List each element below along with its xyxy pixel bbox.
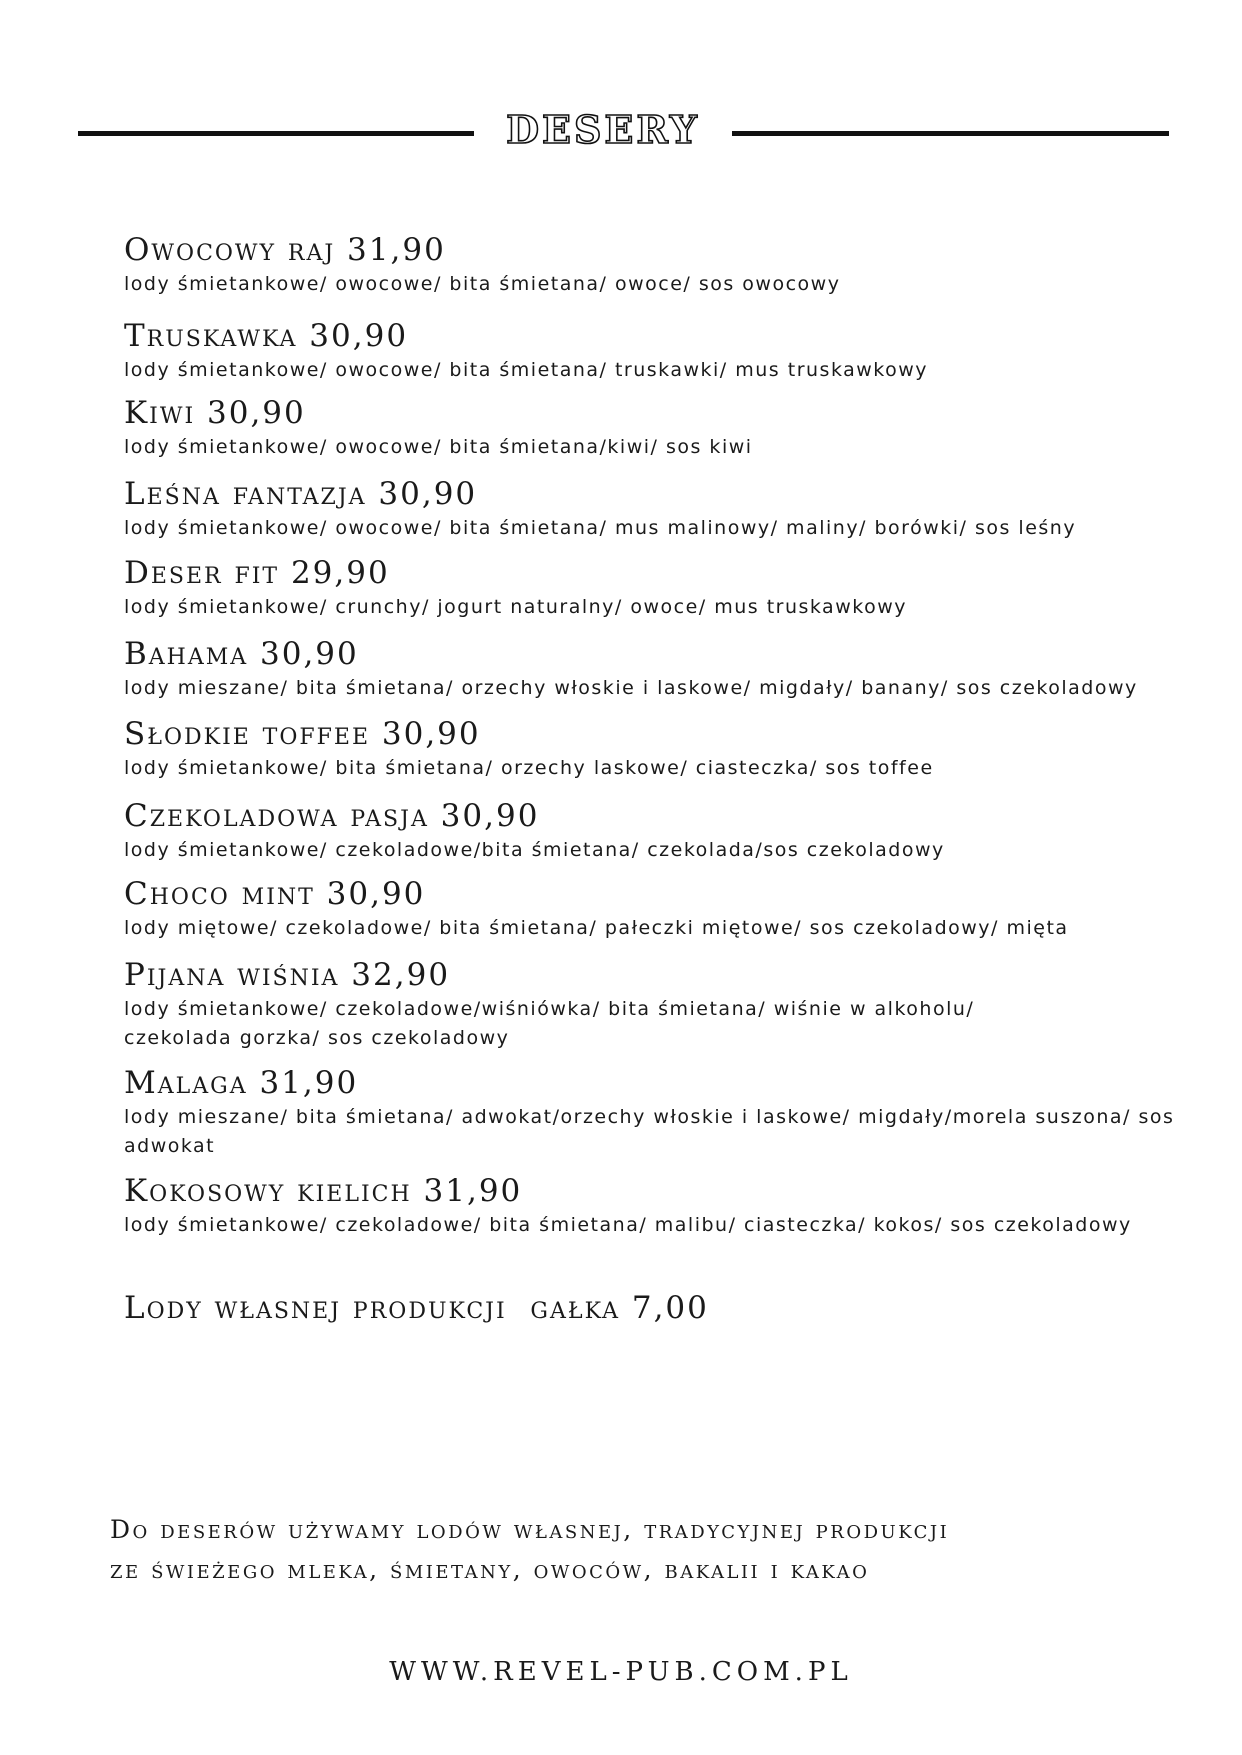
menu-item — [124, 474, 1204, 543]
menu-item-description: lody miętowe/ czekoladowe/ bita śmietana/ pałeczki miętowe/ sos czekoladowy/ mięta — [124, 917, 1069, 939]
ice-cream-scoop-price: Lody własnej produkcji gałka 7,00 — [124, 1290, 709, 1326]
menu-item-name: Słodkie toffee 30,90 — [124, 716, 481, 752]
menu-item-description: lody śmietankowe/ owocowe/ bita śmietana/ owoce/ sos owocowy — [124, 273, 841, 295]
menu-item — [124, 874, 1204, 943]
menu-item-name: Malaga 31,90 — [124, 1065, 359, 1101]
header-rule-left — [78, 131, 474, 136]
menu-item-description: lody śmietankowe/ czekoladowe/bita śmietana/ czekolada/sos czekoladowy — [124, 839, 945, 861]
menu-item — [124, 316, 1204, 385]
menu-item-name: Leśna fantazja 30,90 — [124, 476, 478, 512]
menu-item-description: lody śmietankowe/ owocowe/ bita śmietana/ truskawki/ mus truskawkowy — [124, 359, 929, 381]
menu-item-name: Choco mint 30,90 — [124, 876, 426, 912]
menu-item-description: lody śmietankowe/ owocowe/ bita śmietana/ mus malinowy/ maliny/ borówki/ sos leśny — [124, 517, 1077, 539]
menu-item-description: lody śmietankowe/ bita śmietana/ orzechy laskowe/ ciasteczka/ sos toffee — [124, 757, 934, 779]
menu-item-name: Bahama 30,90 — [124, 636, 359, 672]
menu-item — [124, 1171, 1204, 1240]
menu-item-description: lody mieszane/ bita śmietana/ adwokat/orzechy włoskie i laskowe/ migdały/morela suszona/ sos adwokat — [124, 1106, 1175, 1157]
menu-item — [124, 1063, 1204, 1161]
menu-item-description: lody śmietankowe/ czekoladowe/wiśniówka/ bita śmietana/ wiśnie w alkoholu/ czekolada gorzka/ sos czekoladowy — [124, 998, 975, 1049]
menu-item-description: lody śmietankowe/ czekoladowe/ bita śmietana/ malibu/ ciasteczka/ kokos/ sos czekoladowy — [124, 1214, 1132, 1236]
menu-item-description: lody śmietankowe/ owocowe/ bita śmietana/kiwi/ sos kiwi — [124, 436, 753, 458]
menu-item — [124, 393, 1204, 462]
menu-item-name: Owocowy raj 31,90 — [124, 232, 446, 268]
ingredients-note-line: ze świeżego mleka, śmietany, owoców, bakalii i kakao — [110, 1555, 870, 1584]
menu-item-name: Pijana wiśnia 32,90 — [124, 957, 451, 993]
ingredients-note — [110, 1510, 949, 1590]
ingredients-note-line: Do deserów używamy lodów własnej, tradycyjnej produkcji — [110, 1515, 950, 1544]
menu-item-name: Kiwi 30,90 — [124, 395, 306, 431]
dessert-list — [124, 230, 1204, 1240]
menu-item-name: Deser fit 29,90 — [124, 555, 390, 591]
header-rule-right — [732, 131, 1169, 136]
menu-item — [124, 553, 1204, 622]
menu-item-description: lody śmietankowe/ crunchy/ jogurt naturalny/ owoce/ mus truskawkowy — [124, 596, 907, 618]
menu-item — [124, 634, 1204, 703]
menu-item — [124, 714, 1204, 783]
menu-item-name: Czekoladowa pasja 30,90 — [124, 798, 540, 834]
page-title: DESERY — [506, 107, 700, 152]
menu-item — [124, 955, 1204, 1053]
menu-item — [124, 230, 1204, 299]
menu-item-name: Truskawka 30,90 — [124, 318, 409, 354]
menu-item-name: Kokosowy kielich 31,90 — [124, 1173, 523, 1209]
menu-item-description: lody mieszane/ bita śmietana/ orzechy włoskie i laskowe/ migdały/ banany/ sos czekoladowy — [124, 677, 1138, 699]
website-link[interactable]: WWW.REVEL-PUB.COM.PL — [389, 1657, 853, 1687]
menu-item — [124, 796, 1204, 865]
menu-header — [0, 100, 1242, 160]
